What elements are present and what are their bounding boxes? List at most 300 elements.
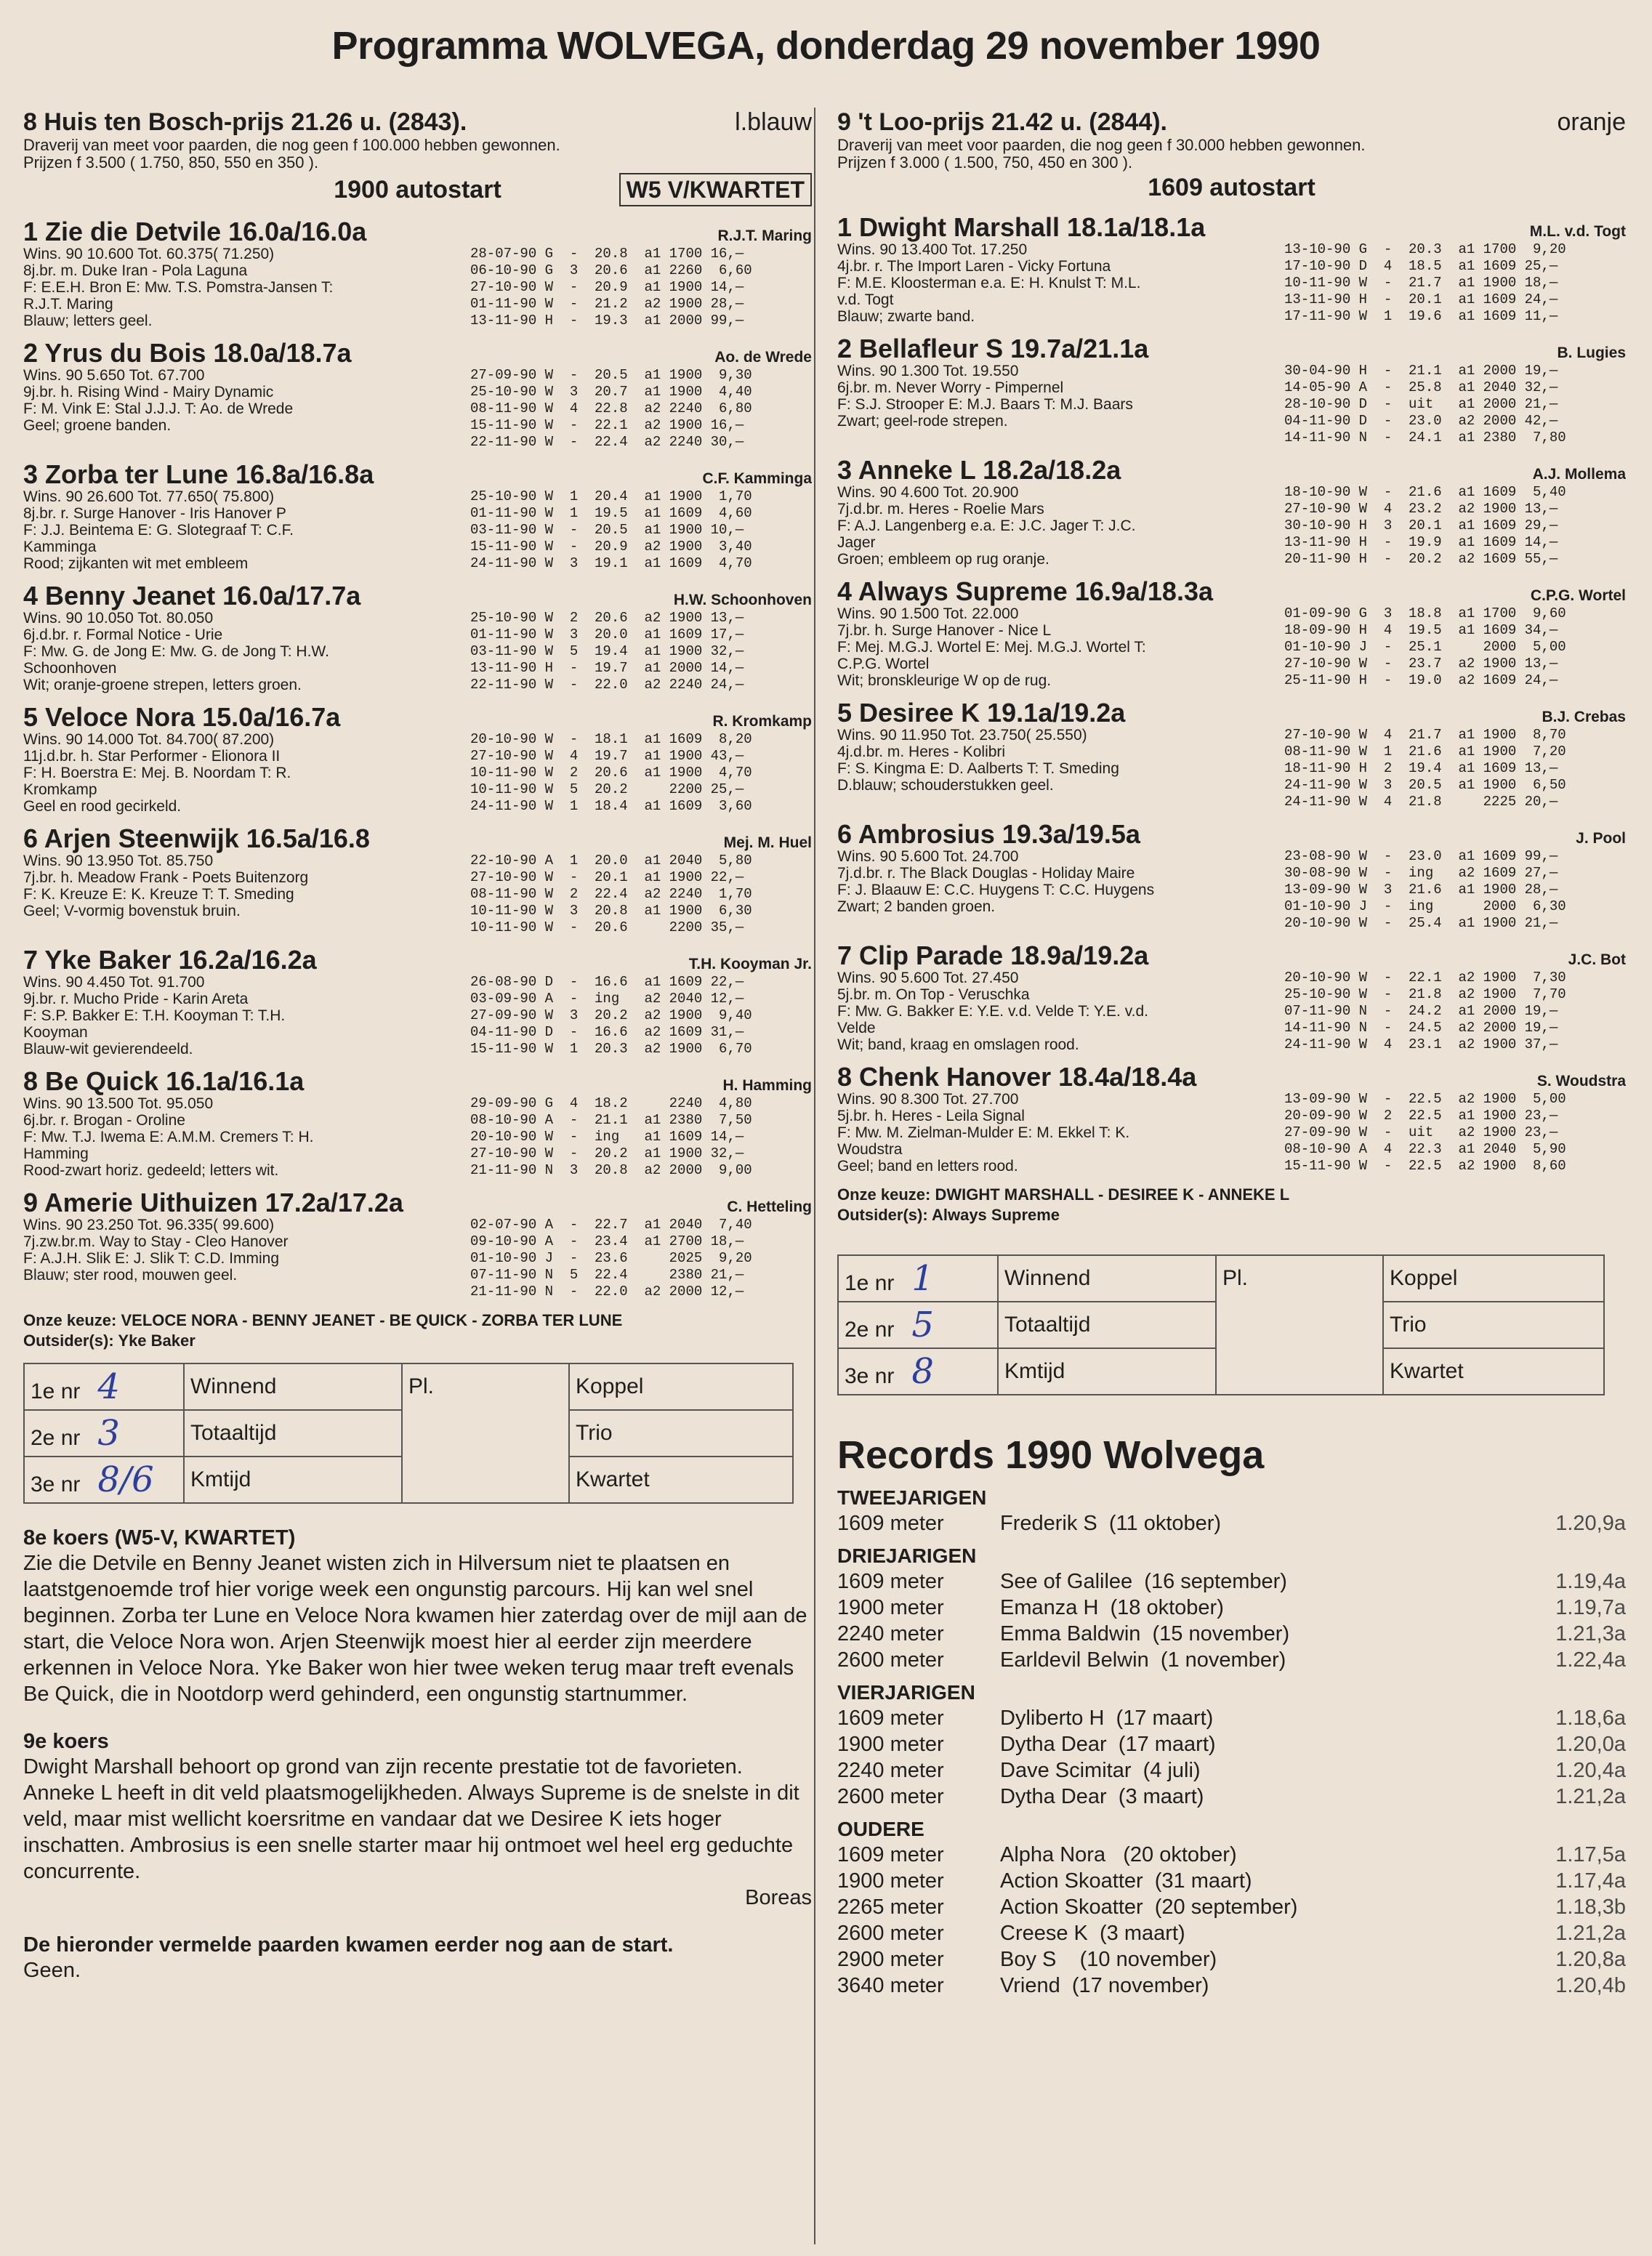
info-line: Woudstra	[837, 1141, 903, 1158]
record-row	[837, 1568, 1626, 1595]
info-line: D.blauw; schouderstukken geel.	[837, 777, 1054, 794]
driver-name: B.J. Crebas	[1542, 709, 1626, 725]
result-row: 10-11-90 W 2 20.6 a1 1900 4,70	[470, 765, 752, 781]
horse-body	[23, 1095, 812, 1179]
info-line: F: J.J. Beintema E: G. Slotegraaf T: C.F.	[23, 522, 294, 539]
result-row: 02-07-90 A - 22.7 a1 2040 7,40	[470, 1217, 752, 1233]
outsider-text: Outsider(s): Always Supreme	[837, 1206, 1060, 1224]
record-distance: 1609 meter	[837, 1707, 944, 1730]
race-description: Draverij van meet voor paarden, die nog geen f 100.000 hebben gewonnen.	[23, 136, 560, 154]
record-distance: 2600 meter	[837, 1922, 944, 1945]
bet-winnend: Winnend	[998, 1255, 1216, 1302]
record-holder: Vriend (17 november)	[1000, 1974, 1209, 1997]
info-line: 7j.br. h. Surge Hanover - Nice L	[837, 622, 1052, 639]
info-line: R.J.T. Maring	[23, 296, 113, 313]
horse-info	[23, 731, 470, 815]
horse-body	[837, 1091, 1626, 1175]
record-distance: 1609 meter	[837, 1570, 944, 1593]
handwritten-number: 1	[911, 1258, 934, 1299]
recent-results	[1284, 1091, 1566, 1175]
result-row: 30-04-90 H - 21.1 a1 2000 19,—	[1284, 363, 1558, 379]
bet-type-badge: W5 V/KWARTET	[619, 173, 812, 206]
result-row: 20-09-90 W 2 22.5 a1 1900 23,—	[1284, 1108, 1558, 1124]
info-line: Blauw; ster rood, mouwen geel.	[23, 1267, 238, 1284]
horse-header	[23, 1188, 812, 1217]
race-header	[23, 108, 812, 137]
record-distance: 2265 meter	[837, 1896, 944, 1919]
horse-entry	[23, 1066, 812, 1179]
race-title: 9 't Loo-prijs 21.42 u. (2844).	[837, 108, 1168, 136]
recent-results	[470, 1095, 752, 1179]
info-line: 7j.d.br. r. The Black Douglas - Holiday Maire	[837, 865, 1135, 882]
result-row: 01-10-90 J - 23.6 2025 9,20	[470, 1250, 752, 1266]
info-line: 6j.br. r. Brogan - Oroline	[23, 1112, 185, 1129]
info-line: F: Mw. M. Zielman-Mulder E: M. Ekkel T: K.	[837, 1124, 1130, 1141]
horse-body	[23, 488, 812, 572]
result-row: 22-11-90 W - 22.0 a2 2240 24,—	[470, 677, 744, 693]
info-line: Geel; band en letters rood.	[837, 1158, 1018, 1175]
result-row: 18-09-90 H 4 19.5 a1 1609 34,—	[1284, 622, 1558, 638]
info-line: Groen; embleem op rug oranje.	[837, 551, 1049, 568]
result-row: 21-11-90 N - 22.0 a2 2000 12,—	[470, 1284, 744, 1300]
horse-name: 8 Be Quick 16.1a/16.1a	[23, 1066, 305, 1096]
info-line: Wins. 90 11.950 Tot. 23.750( 25.550)	[837, 727, 1087, 744]
info-line: Blauw; letters geel.	[23, 313, 153, 329]
record-distance: 2240 meter	[837, 1622, 944, 1645]
info-line: Wins. 90 5.600 Tot. 27.450	[837, 970, 1019, 986]
result-row: 20-10-90 W - 18.1 a1 1609 8,20	[470, 731, 752, 747]
record-distance: 2600 meter	[837, 1648, 944, 1672]
record-holder: Action Skoatter (20 september)	[1000, 1896, 1298, 1919]
info-line: C.P.G. Wortel	[837, 656, 930, 672]
record-distance: 3640 meter	[837, 1974, 944, 1997]
result-row: 27-10-90 W 4 21.7 a1 1900 8,70	[1284, 727, 1566, 743]
result-row: 30-10-90 H 3 20.1 a1 1609 29,—	[1284, 517, 1558, 533]
bet-trio: Trio	[1383, 1302, 1604, 1348]
info-line: F: Mw. T.J. Iwema E: A.M.M. Cremers T: H.	[23, 1129, 314, 1145]
record-row	[837, 1510, 1626, 1536]
info-line: 7j.br. h. Meadow Frank - Poets Buitenzorg	[23, 869, 309, 886]
records-group-title: DRIEJARIGEN	[837, 1544, 977, 1567]
info-line: Wins. 90 1.300 Tot. 19.550	[837, 363, 1019, 379]
result-row: 13-11-90 H - 19.7 a1 2000 14,—	[470, 660, 744, 676]
horse-name: 5 Desiree K 19.1a/19.2a	[837, 698, 1126, 728]
info-line: 9j.br. r. Mucho Pride - Karin Areta	[23, 991, 249, 1007]
record-distance: 2600 meter	[837, 1785, 944, 1808]
horse-body	[837, 970, 1626, 1053]
result-row: 03-11-90 W - 20.5 a1 1900 10,—	[470, 522, 744, 538]
horse-info	[23, 246, 470, 329]
right-column	[837, 108, 1626, 2244]
record-time: 1.19,4a	[1555, 1570, 1626, 1593]
records-group-title: VIERJARIGEN	[837, 1681, 975, 1704]
result-row: 08-10-90 A - 21.1 a1 2380 7,50	[470, 1112, 752, 1128]
recent-results	[470, 367, 752, 451]
info-line: Wins. 90 13.950 Tot. 85.750	[23, 853, 214, 869]
horse-header	[23, 1066, 812, 1095]
result-row: 07-11-90 N 5 22.4 2380 21,—	[470, 1267, 744, 1283]
result-row: 17-11-90 W 1 19.6 a1 1609 11,—	[1284, 308, 1558, 324]
result-row: 13-11-90 H - 20.1 a1 1609 24,—	[1284, 291, 1558, 307]
race-title: 8 Huis ten Bosch-prijs 21.26 u. (2843).	[23, 108, 467, 136]
result-row: 27-09-90 W - uit a2 1900 23,—	[1284, 1124, 1558, 1140]
record-row	[837, 1621, 1626, 1647]
result-row: 24-11-90 W 3 19.1 a1 1609 4,70	[470, 555, 752, 571]
race-distance: 1609 autostart	[1148, 174, 1315, 201]
info-line: F: H. Boerstra E: Mej. B. Noordam T: R.	[23, 765, 291, 781]
info-line: F: S. Kingma E: D. Aalberts T: T. Smeding	[837, 760, 1119, 777]
bet-place-1[interactable]: 1e nr 4	[24, 1363, 184, 1410]
horse-header	[23, 338, 812, 367]
result-row: 24-11-90 W 4 21.8 2225 20,—	[1284, 794, 1558, 810]
recent-results	[470, 731, 752, 815]
horse-entry	[23, 217, 812, 329]
result-row: 13-11-90 H - 19.9 a1 1609 14,—	[1284, 534, 1558, 550]
horse-entry	[23, 338, 812, 451]
driver-name: C.P.G. Wortel	[1530, 587, 1626, 604]
horse-header	[837, 819, 1626, 848]
info-line: F: Mw. G. de Jong E: Mw. G. de Jong T: H.W.	[23, 643, 329, 660]
horse-info	[837, 484, 1284, 568]
driver-name: R. Kromkamp	[712, 713, 812, 730]
horse-entry	[23, 823, 812, 936]
race-prizes: Prijzen f 3.000 ( 1.500, 750, 450 en 300 ).	[837, 153, 1133, 172]
info-line: F: S.J. Strooper E: M.J. Baars T: M.J. Baars	[837, 396, 1133, 413]
driver-name: B. Lugies	[1557, 345, 1626, 361]
record-distance: 1900 meter	[837, 1733, 944, 1756]
result-row: 27-10-90 W 4 23.2 a2 1900 13,—	[1284, 501, 1558, 517]
horse-body	[837, 848, 1626, 932]
result-row: 26-08-90 D - 16.6 a1 1609 22,—	[470, 974, 744, 990]
horse-entry	[837, 212, 1626, 325]
horse-body	[837, 484, 1626, 568]
bet-kmtijd: Kmtijd	[998, 1348, 1216, 1395]
bet-pl: Pl.	[402, 1363, 569, 1503]
record-row	[837, 1920, 1626, 1946]
horse-name: 2 Yrus du Bois 18.0a/18.7a	[23, 338, 352, 368]
horse-entry	[23, 702, 812, 815]
horse-header	[837, 576, 1626, 605]
result-row: 10-11-90 W - 20.6 2200 35,—	[470, 919, 744, 935]
horse-info	[23, 488, 470, 572]
info-line: 7j.d.br. m. Heres - Roelie Mars	[837, 501, 1044, 517]
result-row: 27-10-90 W - 20.1 a1 1900 22,—	[470, 869, 744, 885]
horse-body	[837, 727, 1626, 810]
info-line: 6j.d.br. r. Formal Notice - Urie	[23, 627, 223, 643]
author-signature: Boreas	[745, 1886, 812, 1909]
horse-info	[23, 974, 470, 1058]
race-color: l.blauw	[735, 108, 812, 136]
bet-koppel: Koppel	[569, 1363, 793, 1410]
driver-name: J. Pool	[1576, 830, 1626, 847]
info-line: Wins. 90 26.600 Tot. 77.650( 75.800)	[23, 488, 275, 505]
result-row: 27-10-90 W - 20.2 a1 1900 32,—	[470, 1145, 744, 1161]
result-row: 06-10-90 G 3 20.6 a1 2260 6,60	[470, 262, 752, 278]
info-line: Rood; zijkanten wit met embleem	[23, 555, 249, 572]
previous-starters-title: De hieronder vermelde paarden kwamen eerder nog aan de start.	[23, 1933, 674, 1957]
result-row: 01-11-90 W 1 19.5 a1 1609 4,60	[470, 505, 752, 521]
recent-results	[1284, 970, 1566, 1053]
horse-info	[23, 853, 470, 936]
result-row: 15-11-90 W - 22.5 a2 1900 8,60	[1284, 1158, 1566, 1174]
driver-name: J.C. Bot	[1568, 951, 1626, 968]
horse-name: 6 Arjen Steenwijk 16.5a/16.8	[23, 823, 370, 853]
record-time: 1.21,3a	[1555, 1622, 1626, 1645]
result-row: 25-10-90 W 1 20.4 a1 1900 1,70	[470, 488, 752, 504]
info-line: Wins. 90 8.300 Tot. 27.700	[837, 1091, 1019, 1108]
result-row: 09-10-90 A - 23.4 a1 2700 18,—	[470, 1233, 744, 1249]
result-row: 01-11-90 W - 21.2 a2 1900 28,—	[470, 296, 744, 312]
record-row	[837, 1894, 1626, 1920]
record-holder: Dyliberto H (17 maart)	[1000, 1707, 1214, 1730]
record-row	[837, 1973, 1626, 1999]
info-line: Geel en rood gecirkeld.	[23, 798, 182, 815]
driver-name: Ao. de Wrede	[714, 349, 812, 366]
page-title: Programma WOLVEGA, donderdag 29 november 1990	[331, 24, 1321, 68]
info-line: Kooyman	[23, 1024, 88, 1041]
horse-header	[837, 940, 1626, 970]
result-row: 07-11-90 N - 24.2 a1 2000 19,—	[1284, 1003, 1558, 1019]
info-line: 5j.br. h. Heres - Leila Signal	[837, 1108, 1025, 1124]
horse-body	[23, 974, 812, 1058]
result-row: 20-11-90 H - 20.2 a2 1609 55,—	[1284, 551, 1558, 567]
recent-results	[470, 853, 752, 936]
info-line: Wins. 90 4.450 Tot. 91.700	[23, 974, 205, 991]
horse-info	[837, 848, 1284, 932]
result-row: 27-09-90 W - 20.5 a1 1900 9,30	[470, 367, 752, 383]
record-time: 1.21,2a	[1555, 1922, 1626, 1945]
result-row: 22-10-90 A 1 20.0 a1 2040 5,80	[470, 853, 752, 869]
info-line: F: S.P. Bakker E: T.H. Kooyman T: T.H.	[23, 1007, 286, 1024]
left-column	[23, 108, 812, 2244]
info-line: Blauw; zwarte band.	[837, 308, 975, 325]
record-distance: 1900 meter	[837, 1869, 944, 1893]
bet-place-3[interactable]: 3e nr 8/6	[24, 1457, 184, 1503]
horse-name: 4 Always Supreme 16.9a/18.3a	[837, 576, 1213, 606]
record-row	[837, 1705, 1626, 1731]
horse-header	[23, 945, 812, 974]
handwritten-number: 8/6	[97, 1459, 154, 1500]
record-time: 1.17,4a	[1555, 1869, 1626, 1893]
result-row: 13-09-90 W - 22.5 a2 1900 5,00	[1284, 1091, 1566, 1107]
record-time: 1.18,6a	[1555, 1707, 1626, 1730]
horse-header	[23, 581, 812, 610]
recent-results	[1284, 241, 1566, 325]
record-holder: Dytha Dear (17 maart)	[1000, 1733, 1216, 1756]
result-row: 20-10-90 W - 22.1 a2 1900 7,30	[1284, 970, 1566, 986]
result-row: 18-11-90 H 2 19.4 a1 1609 13,—	[1284, 760, 1558, 776]
result-row: 10-11-90 W 3 20.8 a1 1900 6,30	[470, 903, 752, 919]
our-choice	[23, 1310, 812, 1351]
result-row: 08-11-90 W 4 22.8 a2 2240 6,80	[470, 400, 752, 416]
driver-name: A.J. Mollema	[1532, 466, 1626, 483]
bet-place-1[interactable]: 1e nr 1	[838, 1255, 998, 1302]
record-time: 1.20,9a	[1555, 1512, 1626, 1535]
records-list	[837, 1486, 1626, 1999]
horse-entry	[23, 1188, 812, 1300]
handwritten-number: 4	[97, 1366, 120, 1407]
info-line: F: A.J. Langenberg e.a. E: J.C. Jager T: J.C.	[837, 517, 1136, 534]
result-row: 08-11-90 W 1 21.6 a1 1900 7,20	[1284, 744, 1566, 760]
records-group-title: TWEEJARIGEN	[837, 1486, 987, 1509]
result-row: 14-11-90 N - 24.1 a1 2380 7,80	[1284, 430, 1566, 446]
horse-body	[837, 605, 1626, 689]
horse-info	[837, 970, 1284, 1053]
driver-name: S. Woudstra	[1536, 1073, 1626, 1089]
record-holder: Emma Baldwin (15 november)	[1000, 1622, 1290, 1645]
record-row	[837, 1842, 1626, 1868]
record-row	[837, 1757, 1626, 1784]
info-line: v.d. Togt	[837, 291, 894, 308]
result-row: 04-11-90 D - 23.0 a2 2000 42,—	[1284, 413, 1558, 429]
bet-totaaltijd: Totaaltijd	[184, 1410, 402, 1457]
commentary-title: 9e koers	[23, 1730, 109, 1753]
horse-header	[23, 823, 812, 853]
result-row: 25-10-90 W 3 20.7 a1 1900 4,40	[470, 384, 752, 400]
horse-entry	[23, 581, 812, 693]
result-row: 01-10-90 J - 25.1 2000 5,00	[1284, 639, 1566, 655]
horse-body	[23, 1217, 812, 1300]
info-line: Wins. 90 4.600 Tot. 20.900	[837, 484, 1019, 501]
record-holder: Alpha Nora (20 oktober)	[1000, 1843, 1237, 1866]
horse-header	[23, 217, 812, 246]
horse-entry	[23, 459, 812, 572]
result-row: 21-11-90 N 3 20.8 a2 2000 9,00	[470, 1162, 752, 1178]
horse-entry	[837, 1062, 1626, 1175]
horse-name: 3 Zorba ter Lune 16.8a/16.8a	[23, 459, 374, 489]
result-row: 14-11-90 N - 24.5 a2 2000 19,—	[1284, 1020, 1558, 1036]
result-row: 10-11-90 W 5 20.2 2200 25,—	[470, 781, 744, 797]
horse-header	[837, 455, 1626, 484]
commentary-race-8	[23, 1526, 812, 1707]
horse-header	[837, 334, 1626, 363]
horse-info	[23, 367, 470, 451]
info-line: Blauw-wit gevierendeeld.	[23, 1041, 193, 1058]
recent-results	[1284, 484, 1566, 568]
handwritten-number: 5	[911, 1305, 934, 1345]
column-divider	[814, 108, 815, 2244]
result-row: 01-09-90 G 3 18.8 a1 1700 9,60	[1284, 605, 1566, 621]
horse-body	[23, 367, 812, 451]
record-holder: Earldevil Belwin (1 november)	[1000, 1648, 1286, 1672]
recent-results	[1284, 848, 1566, 932]
result-row: 03-11-90 W 5 19.4 a1 1900 32,—	[470, 643, 744, 659]
horse-body	[23, 246, 812, 329]
record-distance: 1900 meter	[837, 1596, 944, 1619]
info-line: F: E.E.H. Bron E: Mw. T.S. Pomstra-Jansen T:	[23, 279, 334, 296]
result-row: 22-11-90 W - 22.4 a2 2240 30,—	[470, 434, 744, 450]
recent-results	[470, 610, 744, 693]
outsider-text: Outsider(s): Yke Baker	[23, 1332, 196, 1350]
bet-place-2[interactable]: 2e nr 3	[24, 1410, 184, 1457]
info-line: Wins. 90 5.600 Tot. 24.700	[837, 848, 1019, 865]
bet-form	[837, 1254, 1605, 1395]
horse-body	[837, 241, 1626, 325]
result-row: 28-10-90 D - uit a1 2000 21,—	[1284, 396, 1558, 412]
recent-results	[1284, 727, 1566, 810]
result-row: 03-09-90 A - ing a2 2040 12,—	[470, 991, 744, 1007]
horse-name: 3 Anneke L 18.2a/18.2a	[837, 455, 1121, 485]
bet-winnend: Winnend	[184, 1363, 402, 1410]
recent-results	[470, 488, 752, 572]
horse-name: 9 Amerie Uithuizen 17.2a/17.2a	[23, 1188, 403, 1217]
result-row: 27-10-90 W 4 19.7 a1 1900 43,—	[470, 748, 744, 764]
result-row: 25-10-90 W 2 20.6 a2 1900 13,—	[470, 610, 744, 626]
record-time: 1.21,2a	[1555, 1785, 1626, 1808]
result-row: 27-10-90 W - 23.7 a2 1900 13,—	[1284, 656, 1558, 672]
bet-place-3[interactable]: 3e nr 8	[838, 1348, 998, 1395]
info-line: 7j.zw.br.m. Way to Stay - Cleo Hanover	[23, 1233, 289, 1250]
record-time: 1.22,4a	[1555, 1648, 1626, 1672]
recent-results	[1284, 363, 1566, 446]
result-row: 29-09-90 G 4 18.2 2240 4,80	[470, 1095, 752, 1111]
horse-info	[837, 605, 1284, 689]
record-distance: 2240 meter	[837, 1759, 944, 1782]
driver-name: T.H. Kooyman Jr.	[688, 956, 812, 972]
previous-starters	[23, 1933, 812, 1983]
result-row: 25-10-90 W - 21.8 a2 1900 7,70	[1284, 986, 1566, 1002]
info-line: F: A.J.H. Slik E: J. Slik T: C.D. Imming	[23, 1250, 280, 1267]
result-row: 15-11-90 W - 22.1 a2 1900 16,—	[470, 417, 744, 433]
record-holder: Dave Scimitar (4 juli)	[1000, 1759, 1201, 1782]
horse-name: 8 Chenk Hanover 18.4a/18.4a	[837, 1062, 1197, 1092]
horse-entry	[837, 334, 1626, 446]
record-row	[837, 1647, 1626, 1673]
driver-name: Mej. M. Huel	[723, 834, 812, 851]
info-line: Zwart; geel-rode strepen.	[837, 413, 1008, 430]
bet-kwartet: Kwartet	[569, 1457, 793, 1503]
result-row: 27-09-90 W 3 20.2 a2 1900 9,40	[470, 1007, 752, 1023]
horse-entry	[837, 819, 1626, 932]
horse-name: 7 Yke Baker 16.2a/16.2a	[23, 945, 317, 975]
horse-name: 7 Clip Parade 18.9a/19.2a	[837, 940, 1149, 970]
horse-info	[837, 241, 1284, 325]
info-line: F: J. Blaauw E: C.C. Huygens T: C.C. Huygens	[837, 882, 1155, 898]
race-color: oranje	[1557, 108, 1626, 136]
info-line: Kamminga	[23, 539, 97, 555]
info-line: 11j.d.br. h. Star Performer - Elionora II	[23, 748, 281, 765]
result-row: 25-11-90 H - 19.0 a2 1609 24,—	[1284, 672, 1558, 688]
record-time: 1.20,4a	[1555, 1759, 1626, 1782]
result-row: 14-05-90 A - 25.8 a1 2040 32,—	[1284, 379, 1558, 395]
horse-info	[23, 1217, 470, 1300]
info-line: 8j.br. r. Surge Hanover - Iris Hanover P	[23, 505, 286, 522]
horse-entry	[837, 698, 1626, 810]
info-line: Wit; band, kraag en omslagen rood.	[837, 1036, 1079, 1053]
record-time: 1.20,4b	[1555, 1974, 1626, 1997]
record-row	[837, 1868, 1626, 1894]
horse-body	[23, 610, 812, 693]
result-row: 20-10-90 W - 25.4 a1 1900 21,—	[1284, 915, 1558, 931]
info-line: Kromkamp	[23, 781, 97, 798]
bet-place-2[interactable]: 2e nr 5	[838, 1302, 998, 1348]
record-time: 1.17,5a	[1555, 1843, 1626, 1866]
recent-results	[470, 246, 752, 329]
horse-header	[837, 212, 1626, 241]
horse-entry	[837, 940, 1626, 1053]
recent-results	[1284, 605, 1566, 689]
result-row: 01-11-90 W 3 20.0 a1 1609 17,—	[470, 627, 744, 642]
our-choice-text: Onze keuze: VELOCE NORA - BENNY JEANET - BE QUICK - ZORBA TER LUNE	[23, 1311, 623, 1329]
info-line: Wit; bronskleurige W op de rug.	[837, 672, 1052, 689]
info-line: F: Mw. G. Bakker E: Y.E. v.d. Velde T: Y.E. v.d.	[837, 1003, 1148, 1020]
our-choice	[837, 1185, 1626, 1225]
record-distance: 1609 meter	[837, 1512, 944, 1535]
info-line: Wins. 90 23.250 Tot. 96.335( 99.600)	[23, 1217, 275, 1233]
result-row: 15-11-90 W - 20.9 a2 1900 3,40	[470, 539, 752, 555]
info-line: Wit; oranje-groene strepen, letters groen.	[23, 677, 302, 693]
record-holder: See of Galilee (16 september)	[1000, 1570, 1287, 1593]
